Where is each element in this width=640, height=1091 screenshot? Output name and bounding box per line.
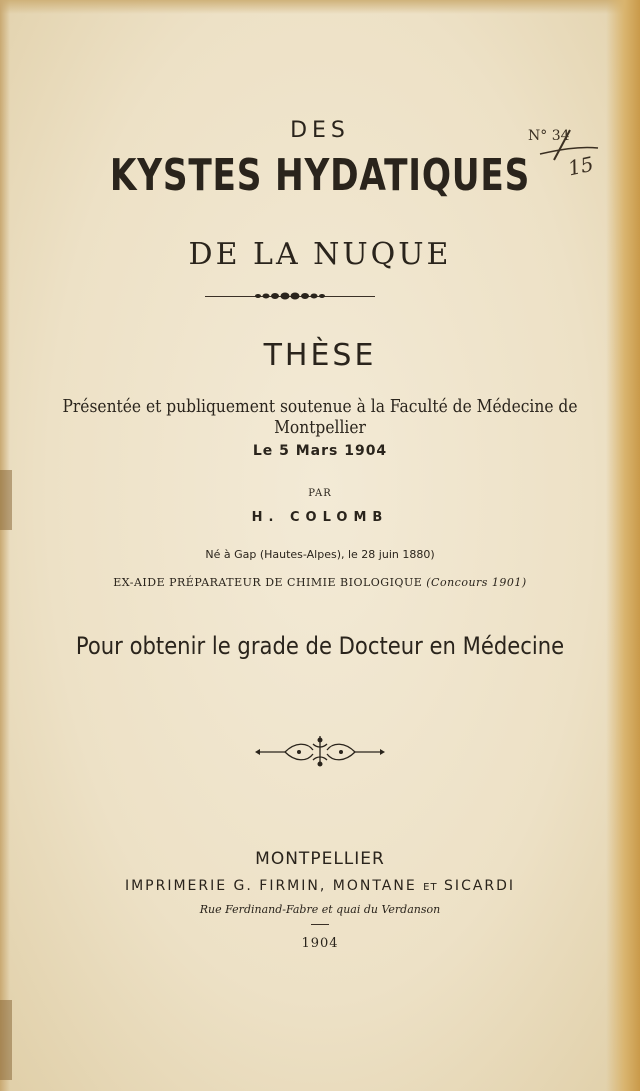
defense-date: Le 5 Mars 1904 — [252, 443, 388, 459]
imprint-address: Rue Ferdinand-Fabre et quai du Verdanson — [199, 903, 441, 916]
paper-edge-left — [0, 0, 10, 1091]
shelfmark-number: N° 34 — [528, 128, 570, 144]
imprint-city: MONTPELLIER — [255, 849, 385, 869]
author-position — [0, 576, 640, 589]
paper-edge-right — [606, 0, 640, 1091]
rule-ornament-icon — [252, 291, 328, 301]
degree-line: Pour obtenir le grade de Docteur en Médecine — [75, 632, 565, 660]
imprint-year: 1904 — [301, 936, 339, 951]
title-kystes-hydatiques: KYSTES HYDATIQUES — [109, 150, 531, 201]
author-birth: Né à Gap (Hautes-Alpes), le 28 juin 1880) — [205, 548, 435, 561]
printer-et: ET — [423, 882, 438, 893]
fleuron-ornament-icon — [255, 734, 385, 768]
position-title: EX-AIDE PRÉPARATEUR DE CHIMIE BIOLOGIQUE — [113, 576, 423, 589]
shelfmark-annotation — [518, 124, 608, 214]
binding-stain — [0, 1000, 12, 1080]
author-name: H. COLOMB — [251, 510, 389, 525]
shelfmark-handwritten: 15 — [565, 151, 596, 181]
position-concours: (Concours 1901) — [426, 576, 527, 589]
thesis-label: THÈSE — [263, 338, 377, 373]
by-label: PAR — [308, 488, 332, 499]
paper-edge-top — [0, 0, 640, 14]
title-de-la-nuque: DE LA NUQUE — [188, 237, 452, 272]
printer-name-b: SICARDI — [444, 878, 516, 894]
title-des: DES — [290, 118, 350, 143]
imprint-printer — [0, 878, 640, 894]
printer-name-a: IMPRIMERIE G. FIRMIN, MONTANE — [124, 878, 417, 894]
presentation-line: Présentée et publiquement soutenue à la Faculté de Médecine de Montpellier — [62, 396, 578, 438]
imprint-rule — [311, 924, 329, 925]
